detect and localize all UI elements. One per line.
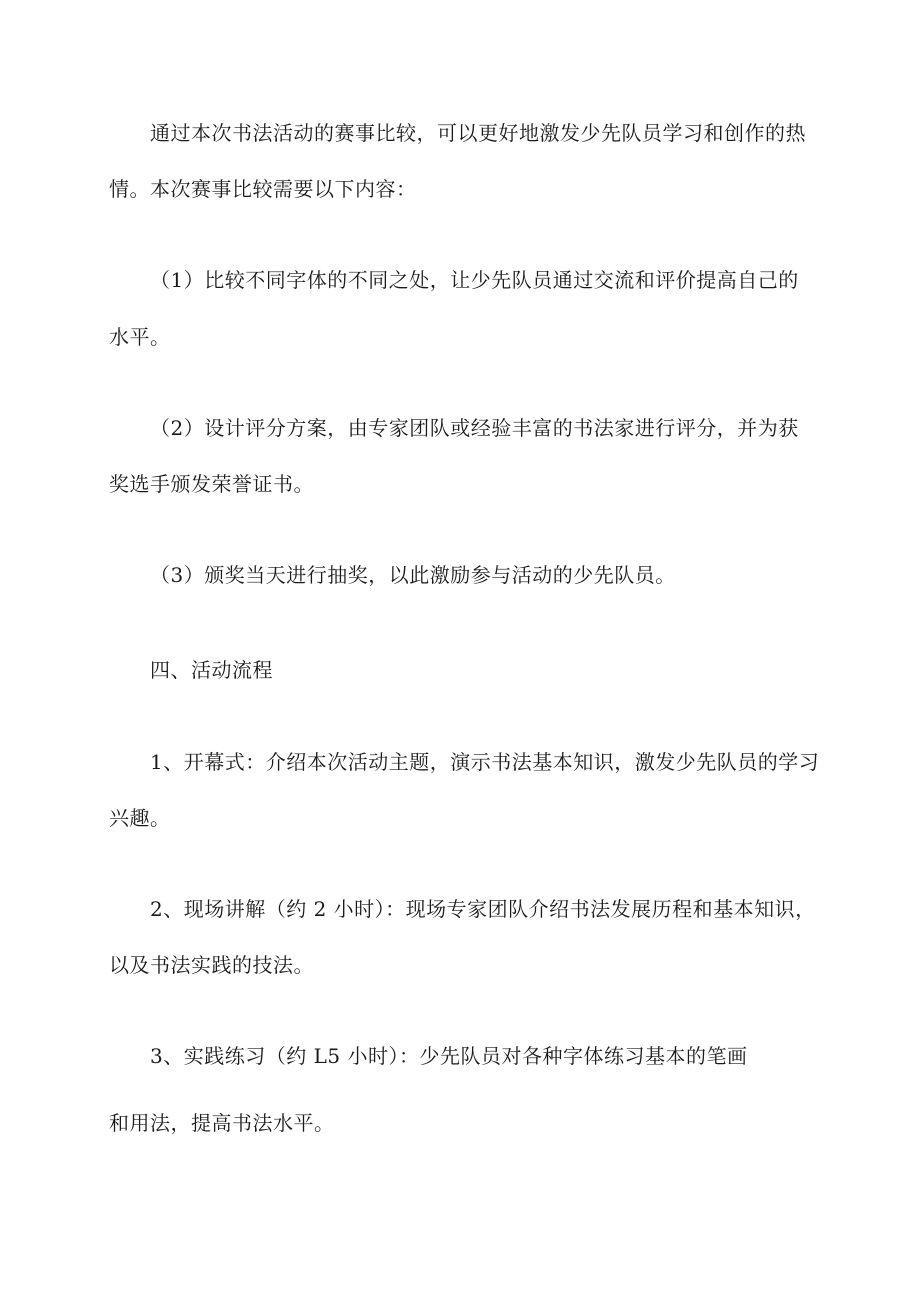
step-2-line-1: 2、现场讲解（约 2 小时）：现场专家团队介绍书法发展历程和基本知识， <box>150 897 816 921</box>
step-2-line-2: 以及书法实践的技法。 <box>109 953 314 977</box>
step-3-line-2: 和用法，提高书法水平。 <box>109 1111 335 1135</box>
paragraph-3-line-1: （2）设计评分方案，由专家团队或经验丰富的书法家进行评分，并为获 <box>150 416 799 440</box>
paragraph-3-line-2: 奖选手颁发荣誉证书。 <box>109 472 314 496</box>
step-1-line-1: 1、开幕式：介绍本次活动主题，演示书法基本知识，激发少先队员的学习 <box>150 750 820 774</box>
paragraph-1-line-1: 通过本次书法活动的赛事比较，可以更好地激发少先队员学习和创作的热 <box>150 121 806 145</box>
step-3-line-1: 3、实践练习（约 L5 小时）：少先队员对各种字体练习基本的笔画 <box>150 1044 748 1068</box>
paragraph-1-line-2: 情。本次赛事比较需要以下内容： <box>109 177 417 201</box>
section-heading: 四、活动流程 <box>150 658 273 682</box>
paragraph-2-line-1: （1）比较不同字体的不同之处，让少先队员通过交流和评价提高自己的 <box>150 268 799 292</box>
step-1-line-2: 兴趣。 <box>109 806 171 830</box>
paragraph-2-line-2: 水平。 <box>109 325 171 349</box>
paragraph-4-line-1: （3）颁奖当天进行抽奖，以此激励参与活动的少先队员。 <box>150 563 676 587</box>
